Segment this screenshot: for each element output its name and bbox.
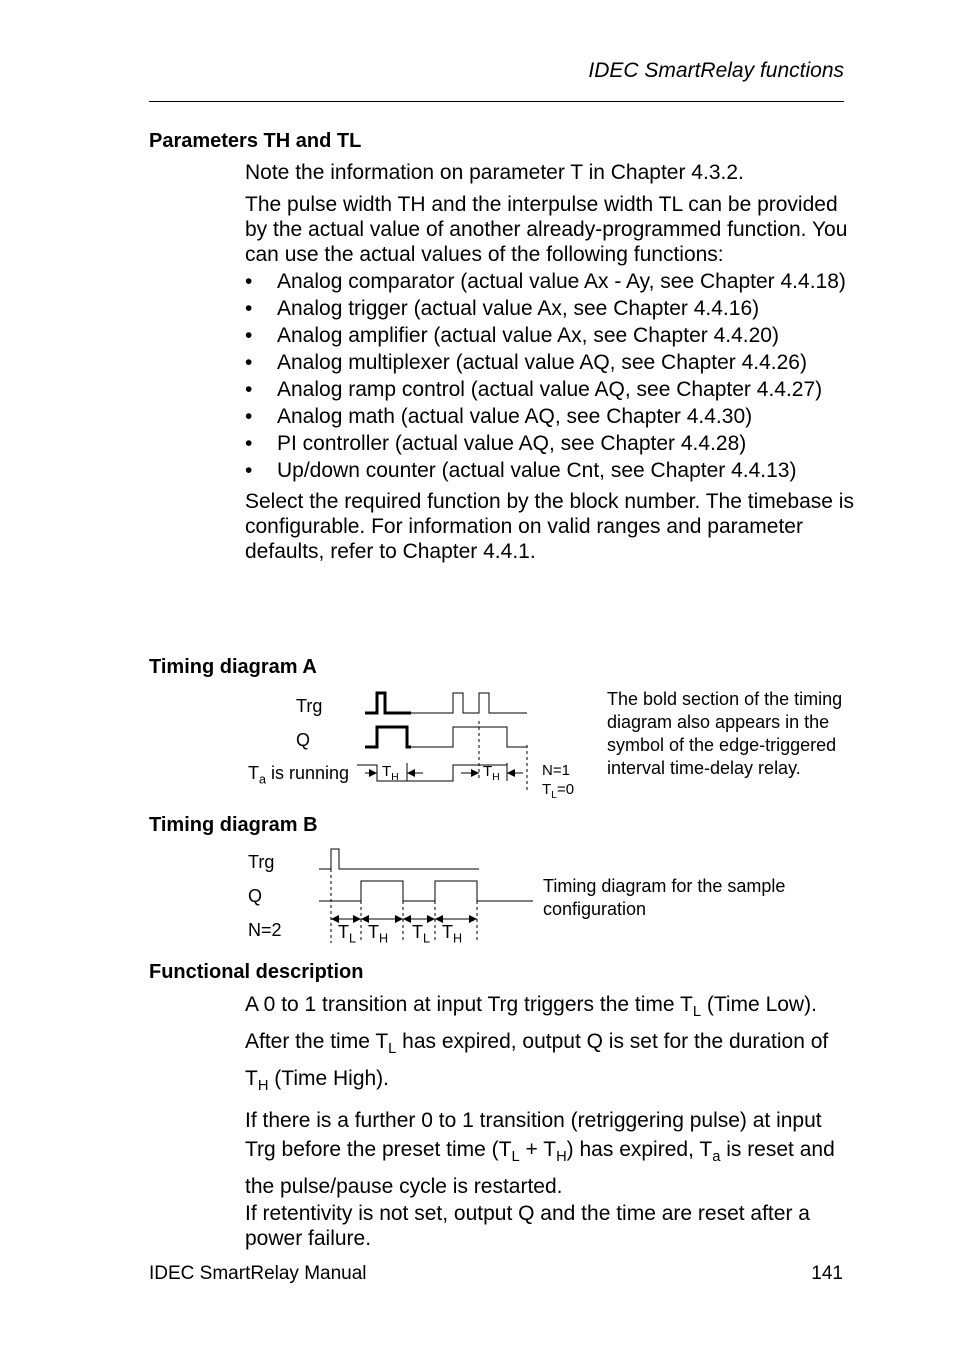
diagram-b-th-label: $T_H$ — [368, 922, 389, 946]
running-header: IDEC SmartRelay functions — [588, 59, 844, 82]
diagram-a-n-label: N=1 — [542, 762, 570, 779]
diagram-a-tl-label: $T_L=0$ — [542, 781, 575, 801]
header-rule — [149, 101, 844, 102]
list-item: • PI controller (actual value AQ, see Chapter 4.4.28) — [245, 431, 855, 456]
list-item: • Analog ramp control (actual value AQ, see Chapter 4.4.27) — [245, 377, 855, 402]
paragraph-select: Select the required function by the block number. The timebase is configurable. For information on valid ranges and parameter defaults, refer to Chapter 4.4.1. — [245, 490, 854, 563]
paragraph-note: Note the information on parameter T in Chapter 4.3.2. — [245, 161, 744, 184]
diagram-b-note: Timing diagram for the sample configuration — [543, 876, 786, 919]
diagram-a-note: The bold section of the timing diagram also appears in the symbol of the edge-triggered interval time-delay relay. — [607, 689, 843, 778]
footer-manual-title: IDEC SmartRelay Manual — [149, 1263, 367, 1284]
diagram-b-tl-label: $T_L$ — [412, 922, 431, 946]
section-functional-body — [245, 990, 845, 1251]
diagram-a-trg-label: Trg — [296, 696, 323, 716]
list-item: • Analog multiplexer (actual value AQ, see Chapter 4.4.26) — [245, 350, 855, 375]
diagram-b-n-label: N=2 — [248, 920, 282, 940]
list-item: • Analog trigger (actual value Ax, see Chapter 4.4.16) — [245, 296, 855, 321]
diagram-a-th-label: $T_H$ — [382, 763, 399, 783]
heading-functional-description: Functional description — [149, 961, 364, 983]
diagram-b-th-label: $T_H$ — [442, 922, 463, 946]
list-item: • Analog comparator (actual value Ax - Ay, see Chapter 4.4.18) — [245, 269, 855, 294]
heading-parameters: Parameters TH and TL — [149, 130, 362, 152]
list-item: • Up/down counter (actual value Cnt, see Chapter 4.4.13) — [245, 458, 855, 483]
heading-diagram-a: Timing diagram A — [149, 656, 317, 678]
heading-diagram-b: Timing diagram B — [149, 814, 318, 836]
paragraph-pulse-width: The pulse width TH and the interpulse width TL can be provided by the actual value of another already-programmed function. You can use the actual values of the following functions: — [245, 193, 848, 266]
section-parameters-body — [245, 160, 855, 564]
list-item: • Analog amplifier (actual value Ax, see Chapter 4.4.20) — [245, 323, 855, 348]
paragraph-transition: A 0 to 1 transition at input Trg triggers the time $T_L$ (Time Low). After the time $T_L$ has expired, output Q is set for the duration of $T_H$ (Time High). — [245, 993, 829, 1095]
paragraph-retentivity: If retentivity is not set, output Q and the time are reset after a power failure. — [245, 1201, 810, 1250]
diagram-a-th-label: $T_H$ — [483, 763, 500, 783]
diagram-a-q-label: Q — [296, 730, 311, 750]
page-number: 141 — [811, 1263, 843, 1284]
function-list — [245, 269, 855, 483]
list-item: • Analog math (actual value AQ, see Chapter 4.4.30) — [245, 404, 855, 429]
paragraph-retrigger: If there is a further 0 to 1 transition (retriggering pulse) at input Trg before the preset time $(T_L + T_H)$ has expired, $T_a$ is reset and the pulse/pause cycle is restarted. — [245, 1108, 835, 1198]
diagram-b-q-label: Q — [248, 886, 263, 906]
diagram-a-ta-label: $T_a$ is running — [248, 763, 350, 787]
diagram-b-trg-label: Trg — [248, 852, 275, 872]
diagram-b-tl-label: $T_L$ — [338, 922, 357, 946]
